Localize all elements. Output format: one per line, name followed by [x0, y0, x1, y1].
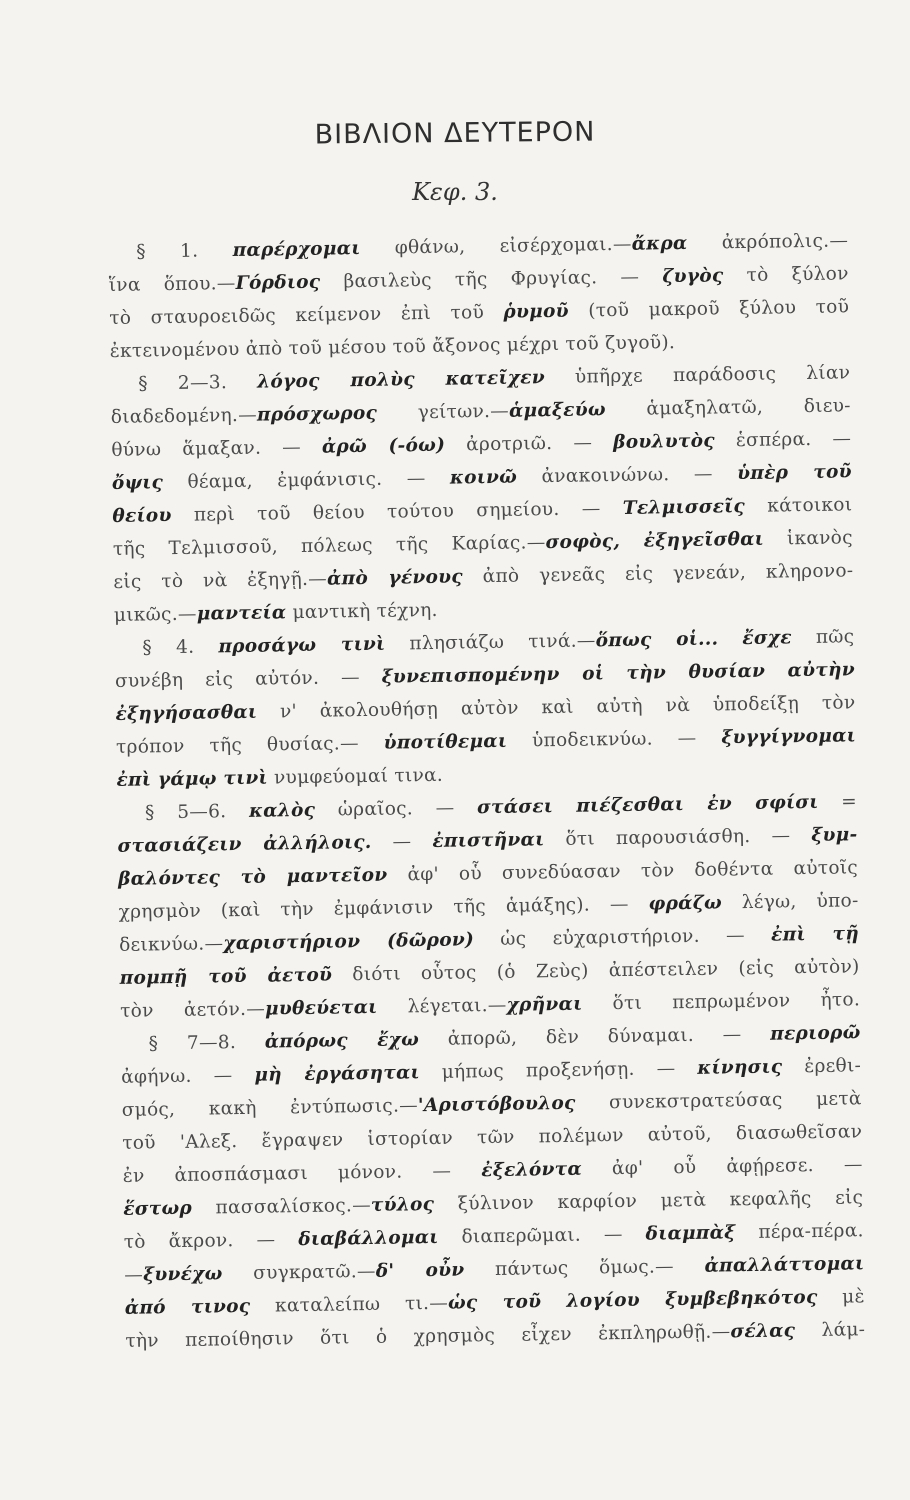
headword: ἐξηγήσασθαι — [115, 701, 258, 725]
chapter-heading: Κεφ. 3. — [412, 178, 498, 206]
gloss-text: τὸν ἀετόν.— — [120, 998, 266, 1022]
book-title: ΒΙΒΛΙΟΝ ΔΕΥΤΕΡΟΝ — [314, 116, 596, 151]
gloss-text: συνεκστρατεύσας μετὰ — [575, 1088, 862, 1114]
gloss-text: ὅτι πεπρωμένον ἦτο. — [582, 989, 861, 1015]
gloss-text: ἀροτριῶ. — — [445, 432, 614, 456]
gloss-text: πῶς — [791, 626, 855, 649]
headword: παρέρχομαι — [232, 238, 361, 262]
gloss-text: λέγεται.— — [377, 994, 507, 1018]
gloss-text: περὶ τοῦ θείου τούτου σημείου. — — [171, 497, 623, 527]
gloss-text: πασσαλίσκος.— — [191, 1194, 372, 1219]
gloss-text: § 7—8. — [148, 1031, 265, 1055]
gloss-text: καταλείπω τι.— — [250, 1292, 449, 1317]
headword: ξυγγίγνομαι — [721, 725, 857, 749]
headword: διαβάλλομαι — [298, 1226, 439, 1251]
gloss-text: ὡραῖος. — — [315, 797, 478, 821]
headword: λόγος πολὺς κατεῖχεν — [256, 367, 546, 393]
gloss-text: ὡς εὐχαριστήριον. — — [473, 924, 772, 951]
headword: ἐπὶ γάμῳ τινὶ — [116, 767, 269, 791]
gloss-text: πέρα-πέρα. — [735, 1220, 864, 1244]
headword: ἔσχε — [742, 627, 793, 650]
gloss-text: τρόπον τῆς θυσίας.— — [115, 732, 384, 758]
gloss-text: ἀφήνω. — — [121, 1064, 255, 1088]
headword: πρόσχωρος — [256, 402, 378, 426]
gloss-text: κάτοικοι — [744, 494, 853, 518]
gloss-text: συγκρατῶ.— — [222, 1260, 376, 1285]
headword: χρῆναι — [506, 993, 583, 1016]
headword: ὑποτίθεμαι — [383, 730, 508, 754]
gloss-text: ὅτι παρουσιάσθη. — — [544, 825, 812, 851]
gloss-text: πλησιάζω τινά.— — [385, 630, 596, 655]
gloss-text: ξύλινον καρφίον μετὰ κεφαλῆς εἰς — [434, 1187, 864, 1215]
headword: ξυμ- — [811, 824, 858, 847]
gloss-text: ν' ἀκολουθήσῃ αὐτὸν καὶ αὐτὴ νὰ ὑποδείξῃ τὸν — [257, 692, 856, 723]
headword: ἀπό τινος — [124, 1295, 251, 1319]
headword: καλὸς — [248, 799, 316, 822]
headword: ἄκρα — [631, 232, 688, 255]
headword: ἐξελόντα — [481, 1158, 583, 1182]
headword: μὴ ἐργάσηται — [254, 1062, 421, 1086]
headword: μυθεύεται — [264, 996, 378, 1020]
headword: φράζω — [648, 892, 723, 915]
gloss-text: τὸ σταυροειδῶς κείμενον ἐπὶ τοῦ — [109, 301, 504, 329]
gloss-text: συνέβη εἰς αὐτόν. — — [114, 666, 382, 692]
headword: ἕστωρ — [123, 1197, 193, 1220]
gloss-text: ἐν ἀποσπάσμασι μόνον. — — [122, 1160, 482, 1187]
gloss-text: ἑσπέρα. — — [714, 428, 852, 452]
gloss-text: μικῶς.— — [113, 603, 197, 626]
headword: ξυνεπισπομένην οἱ τὴν θυσίαν αὐτὴν — [381, 659, 856, 688]
gloss-text: ἀνακοινώνω. — — [516, 463, 738, 488]
headword: ἀρῶ (-όω) — [321, 434, 446, 458]
gloss-text: εἰς τὸ νὰ ἐξηγῇ.— — [113, 568, 328, 593]
gloss-text: τοῦ 'Αλεξ. ἔγραψεν ἱστορίαν τῶν πολέμων αὐτοῦ, διασωθεῖσαν — [122, 1121, 863, 1154]
headword: στασιάζειν ἀλλήλοις. — [117, 831, 372, 857]
gloss-text: σμός, κακὴ ἐντύπωσις.— — [121, 1095, 419, 1121]
gloss-text: ἁμαξηλατῶ, διευ- — [605, 395, 851, 421]
headword: κίνησις — [697, 1056, 783, 1079]
gloss-text: — — [371, 830, 433, 853]
headword: σέλας — [730, 1320, 796, 1343]
gloss-text: ἀφ' οὗ συνεδύασαν τὸν δοθέντα αὐτοῖς — [387, 857, 859, 886]
headword: ζυγὸς — [662, 265, 724, 288]
gloss-text: ὑπῆρχε παράδοσις λίαν — [544, 362, 851, 389]
gloss-text — [718, 628, 742, 649]
headword: ἀπὸ γένους — [326, 566, 464, 590]
gloss-text: λάμ- — [795, 1319, 866, 1342]
headword: κοινῶ — [449, 466, 518, 489]
gloss-text: ἀπορῶ, δὲν δύναμαι. — — [418, 1023, 771, 1051]
gloss-text: μήπως προξενήσῃ. — — [419, 1057, 698, 1084]
gloss-text: βασιλεὺς τῆς Φρυγίας. — — [320, 266, 663, 293]
gloss-text: τὸ ἄκρον. — — [123, 1229, 299, 1253]
headword: περιορῶ — [770, 1022, 861, 1045]
gloss-text: θέαμα, ἐμφάνισις. — — [162, 467, 451, 494]
headword: βαλόντες τὸ μαντεῖον — [117, 864, 388, 890]
gloss-text: ὅπου.— — [140, 273, 236, 296]
headword: ὄψις — [111, 472, 164, 494]
headword: ἀπαλλάττομαι — [704, 1253, 865, 1277]
headword: Τελμισσεῖς — [622, 496, 746, 519]
headword: χαριστήριον (δῶρον) — [223, 929, 475, 955]
gloss-text: ἵνα — [108, 274, 141, 296]
headword: σοφὸς, ἐξηγεῖσθαι — [545, 528, 765, 554]
gloss-text: ἐκτεινομένου ἀπὸ τοῦ μέσου τοῦ ἄξονος μέχρι τοῦ ζυγοῦ). — [109, 332, 676, 362]
headword: μαντεία — [196, 602, 287, 625]
gloss-text: διότι οὗτος (ὁ Ζεὺς) ἀπέστειλεν (εἰς αὐτὸν) — [331, 956, 860, 986]
gloss-text: ἀφ' οὗ ἀφῄρεσε. — — [581, 1154, 863, 1180]
gloss-text: ἀπὸ γενεᾶς εἰς γενεάν, κληρονο- — [462, 560, 854, 588]
gloss-text: γείτων.— — [376, 400, 510, 424]
gloss-text: νυμφεύομαί τινα. — [267, 764, 444, 789]
headword: πομπῇ τοῦ ἀετοῦ — [119, 964, 333, 989]
gloss-text: διαπερῶμαι. — — [438, 1223, 646, 1248]
gloss-text: τὸ ξύλον — [723, 263, 849, 287]
headword: δ' οὖν — [375, 1259, 465, 1282]
gloss-text: ἐρεθι- — [782, 1055, 862, 1078]
headword: ξυνέχω — [142, 1263, 223, 1286]
headword: ὅπως οἱ... — [595, 628, 719, 652]
headword: ἐπὶ τῇ — [770, 923, 860, 946]
headword: προσάγω τινὶ — [218, 633, 386, 658]
headword: ῥυμοῦ — [503, 300, 569, 323]
gloss-text: διαδεδομένη.— — [110, 404, 258, 428]
headword: διαμπὰξ — [645, 1222, 736, 1245]
commentary-text — [108, 224, 866, 1357]
headword: τύλος — [370, 1193, 435, 1216]
gloss-text: τῆς Τελμισσοῦ, πόλεως τῆς Καρίας.— — [112, 532, 546, 560]
gloss-text: μὲ — [817, 1286, 865, 1308]
gloss-text: μαντικὴ τέχνη. — [286, 599, 438, 624]
gloss-text: § 4. — [142, 636, 219, 659]
headword: ἐπιστῆναι — [432, 829, 545, 852]
gloss-text: ἱκανὸς — [763, 527, 853, 550]
headword: θείου — [112, 505, 172, 527]
gloss-text: § 1. — [136, 240, 233, 263]
gloss-text: δεικνύω.— — [118, 933, 224, 956]
gloss-text: (τοῦ μακροῦ ξύλου τοῦ — [568, 296, 850, 322]
gloss-text: πάντως ὅμως.— — [464, 1255, 705, 1281]
gloss-text: θύνω ἅμαξαν. — — [111, 436, 323, 461]
headword: στάσει πιέζεσθαι ἐν σφίσι — [476, 791, 819, 819]
gloss-text: ἀκρόπολις.— — [687, 230, 849, 254]
headword: ὑπὲρ τοῦ — [737, 461, 852, 485]
gloss-text: = — [818, 791, 858, 813]
gloss-text: — — [124, 1264, 144, 1286]
headword: ἀπόρως ἔχω — [264, 1029, 420, 1053]
headword: ἁμαξεύω — [508, 399, 606, 422]
headword: ὡς τοῦ λογίου ξυμβεβηκότος — [447, 1286, 818, 1314]
gloss-text: § 2—3. — [138, 371, 258, 395]
gloss-text: ὑποδεικνύω. — — [506, 727, 722, 752]
gloss-text: τὴν πεποίθησιν ὅτι ὁ χρησμὸς εἶχεν ἐκπληρωθῇ.— — [125, 1321, 731, 1352]
gloss-text: φθάνω, εἰσέρχομαι.— — [360, 233, 632, 260]
gloss-text: χρησμὸν (καὶ τὴν ἐμφάνισιν τῆς ἁμάξης). — — [118, 893, 649, 923]
headword: 'Αριστόβουλος — [417, 1092, 576, 1117]
gloss-text: λέγω, ὑπο- — [721, 890, 859, 914]
gloss-text: § 5—6. — [144, 800, 250, 824]
headword: Γόρδιος — [235, 271, 321, 294]
headword: βουλυτὸς — [612, 430, 716, 454]
